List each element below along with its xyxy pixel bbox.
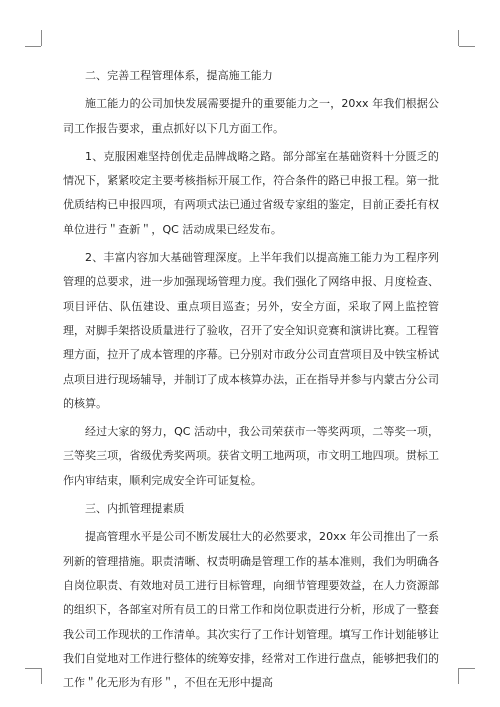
- document-body: [63, 64, 439, 695]
- section-heading: 三、内抓管理提素质: [85, 502, 185, 516]
- section-heading: 二、完善工程管理体系，提高施工能力: [85, 69, 273, 82]
- body-paragraph: 2、丰富内容加大基础管理深度。上半年我们以提高施工能力为工程序列管理的总要求，进一步加强现场管理力度。我们强化了网络申报、月度检查、项目评估、队伍建设、重点项目巡查；另外，安全方面，采取了网上监控管理，对脚手架搭设质量进行了验收，召开了安全知识竞赛和演讲比赛。工程管理方面，拉开了成本管理的序幕。已分别对市政分公司直营项目及中铁宝桥试点项目进行现场辅导，并制订了成本核算办法，正在指导并参与内蒙古分公司的核算。: [63, 251, 439, 410]
- body-paragraph: 施工能力的公司加快发展需要提升的重要能力之一，20xx 年我们根据公司工作报告要求，重点抓好以下几方面工作。: [63, 97, 439, 135]
- body-paragraph: 提高管理水平是公司不断发展壮大的必然要求，20xx 年公司推出了一系列新的管理措施。职责清晰、权责明确是管理工作的基本准则，我们为明确各自岗位职责、有效地对员工进行目标管理，向细节管理要效益，在人力资源部的组织下，各部室对所有员工的日常工作和岗位职责进行分析，形成了一整套我公司工作现状的工作清单。其次实行了工作计划管理。填写工作计划能够让我们自觉地对工作进行整体的统筹安排，经常对工作进行盘点，能够把我们的工作＂化无形为有形＂，不但在无形中提高: [63, 530, 439, 690]
- body-paragraph: 1、克服困难坚持创优走品牌战略之路。部分部室在基础资料十分匮乏的情况下，紧紧咬定主要考核指标开展工作，符合条件的路已申报工程。第一批优质结构已申报四项，有两项式法已通过省级专家组的鉴定，目前正委托有权单位进行＂查新＂，QC 活动成果已经发布。: [63, 149, 439, 236]
- body-paragraph: 经过大家的努力，QC 活动中，我公司荣获市一等奖两项，二等奖一项，三等奖三项，省级优秀奖两项。获省文明工地两项，市文明工地四项。贯标工作内审结束，顺利完成安全许可证复检。: [63, 425, 439, 487]
